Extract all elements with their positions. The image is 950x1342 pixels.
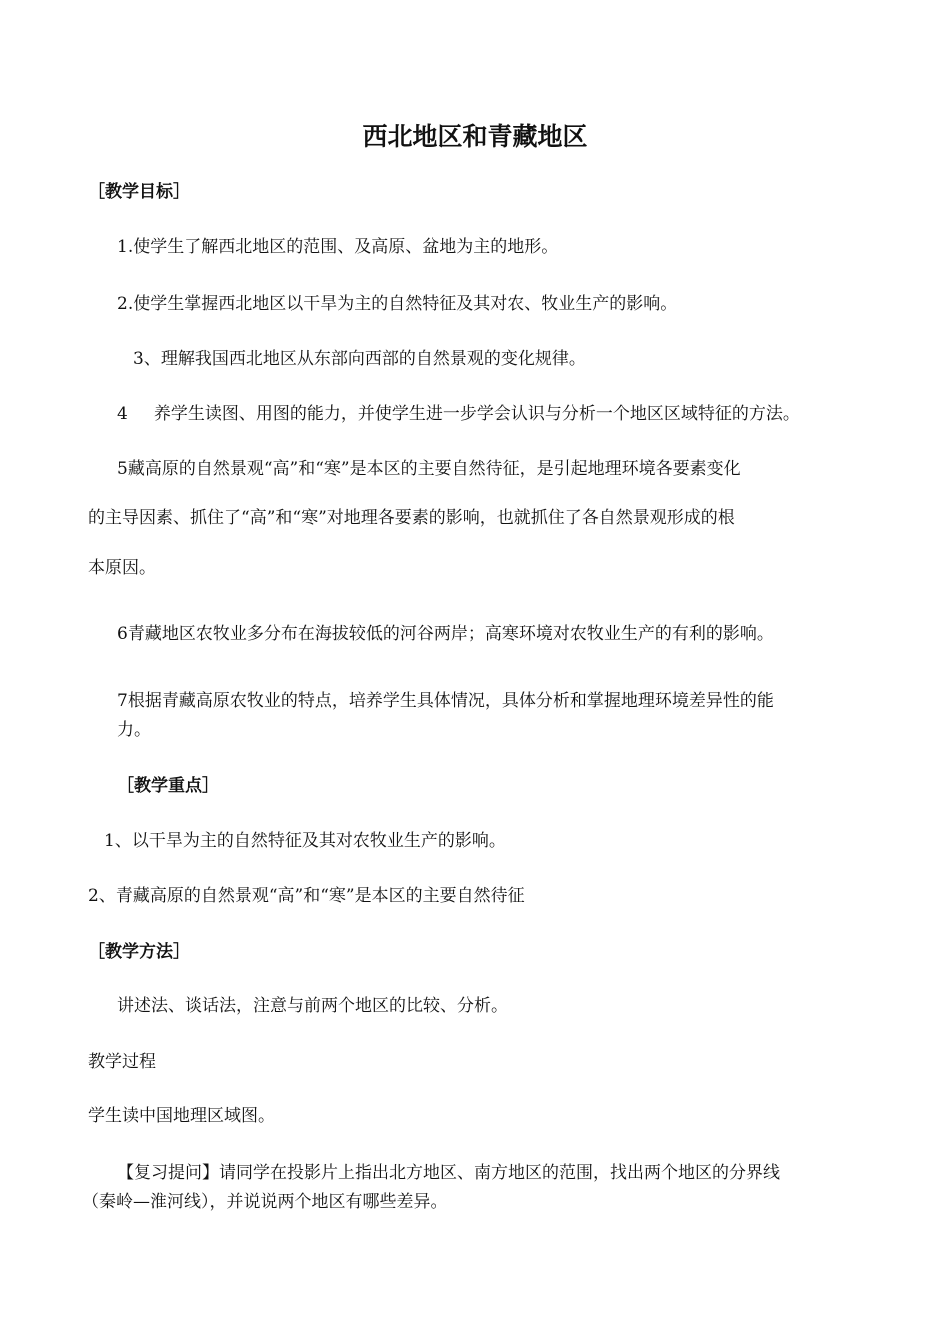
key-point-1: 1、以干旱为主的自然特征及其对农牧业生产的影响。	[104, 831, 506, 851]
section-heading-objectives: ［教学目标］	[88, 182, 190, 202]
objective-1: 1.使学生了解西北地区的范围、及高原、盆地为主的地形。	[117, 237, 559, 257]
objective-4-number: 4	[117, 404, 128, 424]
methods-text: 讲述法、谈话法，注意与前两个地区的比较、分析。	[117, 996, 508, 1016]
objective-2: 2.使学生掌握西北地区以干旱为主的自然特征及其对农、牧业生产的影响。	[117, 294, 678, 314]
objective-6: 6青藏地区农牧业多分布在海拔较低的河谷两岸；高寒环境对农牧业生产的有利的影响。	[117, 624, 774, 644]
objective-5-line-1: 5藏高原的自然景观“高”和“寒”是本区的主要自然待征，是引起地理环境各要素变化	[117, 459, 741, 479]
objective-4	[117, 404, 800, 424]
objective-7-line-2: 力。	[117, 720, 151, 740]
section-heading-methods: ［教学方法］	[88, 942, 190, 962]
objective-7-line-1: 7根据青藏高原农牧业的特点，培养学生具体情况，具体分析和掌握地理环境差异性的能	[117, 691, 774, 711]
objective-5-line-2: 的主导因素、抓住了“高”和“寒”对地理各要素的影响，也就抓住了各自然景观形成的根	[88, 508, 735, 528]
key-point-2: 2、青藏高原的自然景观“高”和“寒”是本区的主要自然待征	[88, 886, 525, 906]
section-heading-key-points: ［教学重点］	[117, 776, 219, 796]
page-title: 西北地区和青藏地区	[362, 122, 588, 151]
objective-5-line-3: 本原因。	[88, 558, 156, 578]
objective-4-text: 养学生读图、用图的能力，并使学生进一步学会认识与分析一个地区区域特征的方法。	[153, 404, 800, 424]
review-question-line-2: （秦岭—淮河线），并说说两个地区有哪些差异。	[82, 1192, 448, 1212]
objective-3: 3、理解我国西北地区从东部向西部的自然景观的变化规律。	[133, 349, 586, 369]
process-line: 学生读中国地理区域图。	[88, 1106, 275, 1126]
process-heading: 教学过程	[88, 1052, 156, 1072]
review-question-line-1: 【复习提问】请同学在投影片上指出北方地区、南方地区的范围，找出两个地区的分界线	[117, 1163, 780, 1183]
